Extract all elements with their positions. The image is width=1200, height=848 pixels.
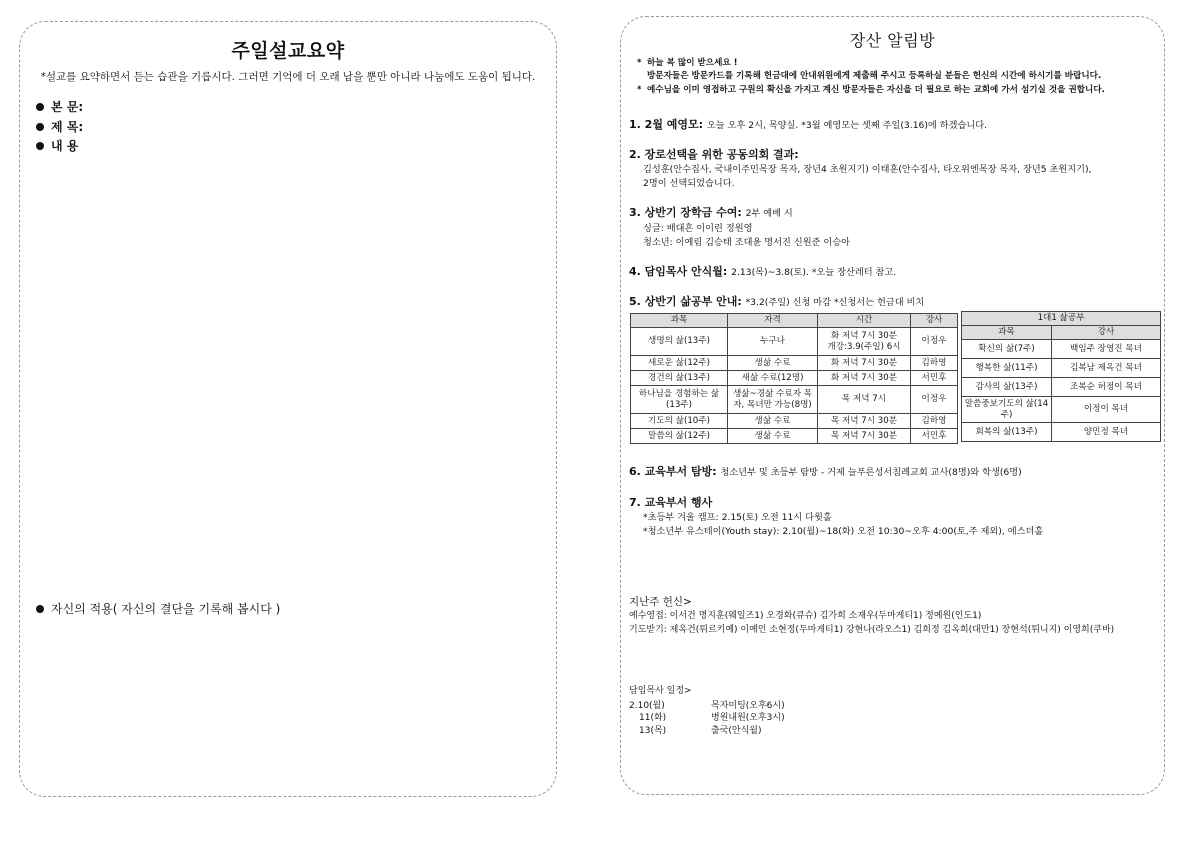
sermon-summary-panel — [19, 21, 557, 797]
field-label: 본 문: — [51, 100, 84, 114]
asterisk-icon: * — [637, 85, 642, 95]
bullet-icon — [36, 103, 44, 111]
section-2: 2. 장로선택을 위한 공동의회 결과: 김성훈(안수집사, 국내이주민목장 목자, 장년4 초원지기) 이태훈(안수집사, 타오위엔목장 목자, 장년5 초원지기), 2명이 선택되었습니다. — [629, 148, 1092, 189]
table-header: 시간 — [818, 314, 911, 328]
list-item: 2.10(월) 목자미팅(오후6시) — [629, 700, 785, 711]
study-course-table — [630, 313, 958, 444]
visitor-notice: * 예수님을 이미 영접하고 구원의 확신을 가지고 계신 방문자들은 자신을 더 필요로 하는 교회에 가서 섬기실 것을 권합니다. — [637, 85, 1105, 95]
field-label: 내 용 — [51, 139, 79, 153]
table-title: 1대1 삶공부 — [962, 312, 1161, 326]
sermon-summary-subtitle: *설교를 요약하면서 듣는 습관을 기릅시다. 그러면 기억에 더 오래 남을 뿐만 아니라 나눔에도 도움이 됩니다. — [40, 71, 536, 83]
table-header: 강사 — [911, 314, 958, 328]
sermon-summary-title: 주일설교요약 — [231, 40, 345, 62]
field-label: 자신의 적용( 자신의 결단을 기록해 봅시다 ) — [51, 602, 281, 616]
field-scripture — [36, 98, 83, 115]
schedule-title: 담임목사 일정> — [629, 686, 692, 696]
section-1: 1. 2월 예영모: 오늘 오후 2시, 목양실. *3월 예영모는 셋째 주일(3.16)에 하겠습니다. — [629, 118, 988, 131]
table-row: 말씀의 삶(12주) 생삶 수료 목 저녁 7시 30분 서민후 — [631, 429, 958, 444]
table-header: 과목 — [631, 314, 728, 328]
table-header: 과목 — [962, 326, 1052, 340]
table-row: 행복한 삶(11주) 김복남 제옥건 목녀 — [962, 359, 1161, 378]
welcome-notice: * 하늘 복 많이 받으세요 ! 방문자들은 방문카드를 기록해 헌금대에 안내위원에게 제출해 주시고 등록하실 분들은 헌신의 시간에 하시기를 바랍니다. — [637, 58, 1102, 81]
bullet-icon — [36, 142, 44, 150]
one-on-one-study-table — [961, 311, 1161, 442]
announcements-title: 장산 알림방 — [849, 31, 936, 50]
field-content — [36, 137, 78, 154]
table-header: 강사 — [1052, 326, 1161, 340]
section-7: 7. 교육부서 행사 *초등부 겨울 캠프: 2.15(토) 오전 11시 다윗홀 *청소년부 유스테이(Youth stay): 2.10(월)~18(화) 오전 10:30~오후 4:00(토,주 제외), 에스더홀 — [629, 496, 1044, 537]
table-row: 확신의 삶(7주) 백임주 장영진 목녀 — [962, 340, 1161, 359]
list-item: 11(화) 병원내원(오후3시) — [639, 713, 785, 723]
section-5: 5. 상반기 삶공부 안내: *3.2(주일) 신청 마감 *신청서는 헌금대 비치 — [629, 295, 925, 308]
field-title — [36, 118, 83, 135]
field-application — [36, 600, 280, 617]
section-6: 6. 교육부서 탐방: 청소년부 및 초등부 탐방 - 거제 늘푸른성서침례교회 교사(8명)와 학생(6명) — [629, 465, 1022, 478]
bullet-icon — [36, 123, 44, 131]
table-header: 자격 — [728, 314, 818, 328]
table-row: 말씀중보기도의 삶(14주) 이정이 목녀 — [962, 397, 1161, 423]
table-row: 회복의 삶(13주) 양민정 목녀 — [962, 423, 1161, 442]
bullet-icon — [36, 605, 44, 613]
field-label: 제 목: — [51, 120, 84, 134]
offering-section: 지난주 헌신> 예수영접: 이서건 명지훈(웨일즈1) 오경화(큐슈) 김가희 소재우(두마게티1) 정예원(인도1) 기도받기: 제옥건(튀르키예) 이예인 소현정(두마게티1) 강현나(라오스1) 김희정 김옥희(대만1) 장현석(튀니지) 이영희(쿠바) — [629, 596, 1115, 635]
pastor-schedule — [629, 685, 785, 737]
table-row: 감사의 삶(13주) 조복순 허정이 목녀 — [962, 378, 1161, 397]
list-item: 13(목) 출국(안식월) — [639, 725, 762, 736]
table-row: 기도의 삶(10주) 생삶 수료 목 저녁 7시 30분 김하영 — [631, 414, 958, 429]
table-row: 생명의 삶(13주) 누구나 화 저녁 7시 30분 개강:3.9(주일) 6시 이정우 — [631, 328, 958, 356]
table-row: 경건의 삶(13주) 새삶 수료(12명) 화 저녁 7시 30분 서민후 — [631, 371, 958, 386]
asterisk-icon: * — [637, 58, 642, 68]
section-3: 3. 상반기 장학금 수여: 2부 예배 시 싱글: 배대흔 이이린 정원영 청소년: 이예림 김승태 조대윤 명서진 신원준 이승아 — [629, 206, 850, 248]
announcements-panel — [620, 16, 1165, 795]
section-4: 4. 담임목사 안식월: 2.13(목)~3.8(토). *오늘 장산레터 참고. — [629, 265, 897, 278]
table-row: 새로운 삶(12주) 생삶 수료 화 저녁 7시 30분 김하영 — [631, 356, 958, 371]
table-row: 하나님을 경험하는 삶(13주) 생삶~경삶 수료자 목자, 목녀만 가능(8명) 목 저녁 7시 이정우 — [631, 386, 958, 414]
